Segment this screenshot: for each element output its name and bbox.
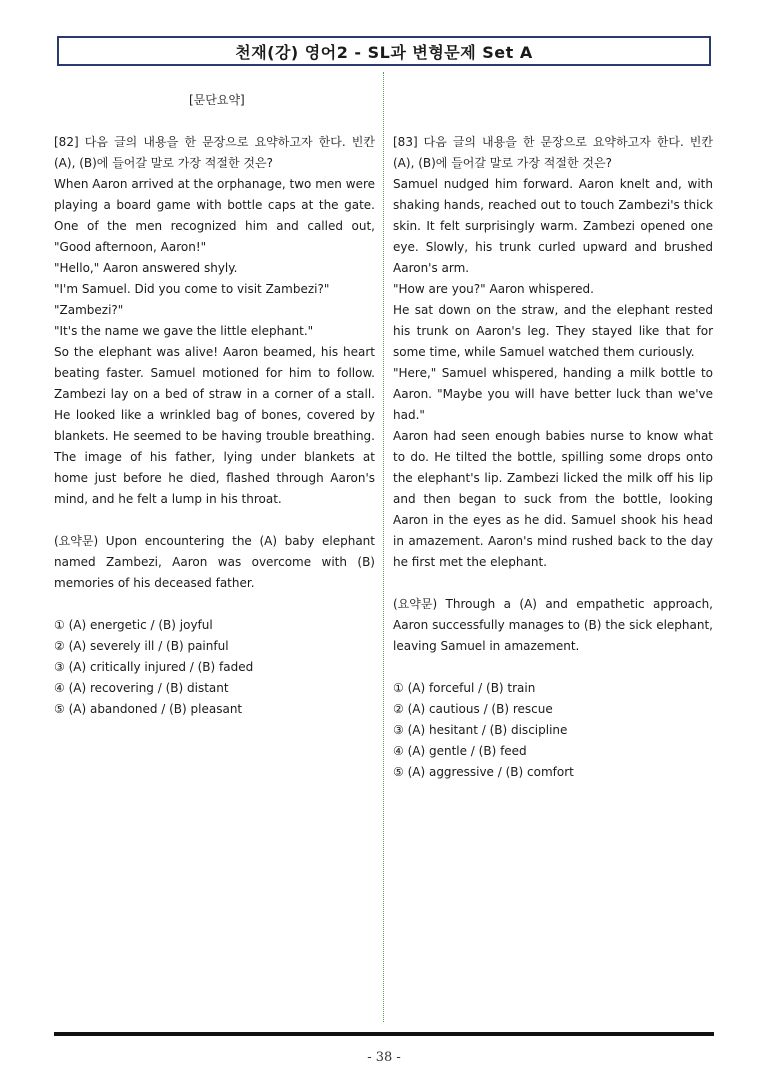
q82-option: ⑤ (A) abandoned / (B) pleasant <box>54 702 243 716</box>
footer-rule <box>54 1032 714 1036</box>
q83-option: ⑤ (A) aggressive / (B) comfort <box>393 765 574 779</box>
column-divider <box>383 72 384 1022</box>
q83-question: [83] 다음 글의 내용을 한 문장으로 요약하고자 한다. 빈칸 (A), (B)에 들어갈 말로 가장 적절한 것은? <box>393 135 713 170</box>
q83-passage-para: "How are you?" Aaron whispered. <box>393 282 594 296</box>
q82-option: ② (A) severely ill / (B) painful <box>54 639 229 653</box>
header-title-box <box>57 36 711 66</box>
q83-option: ③ (A) hesitant / (B) discipline <box>393 723 568 737</box>
left-column <box>54 90 375 720</box>
q82-option: ① (A) energetic / (B) joyful <box>54 618 213 632</box>
q82-summary: (요약문) Upon encountering the (A) baby elephant named Zambezi, Aaron was overcome with (B) memories of his deceased father. <box>54 534 375 590</box>
q82-passage-para: "Zambezi?" <box>54 303 124 317</box>
q83-passage-para: He sat down on the straw, and the elephant rested his trunk on Aaron's leg. They stayed like that for some time, while Samuel watched them curiously. <box>393 303 713 359</box>
q82-passage-para: When Aaron arrived at the orphanage, two men were playing a board game with bottle caps at the gate. One of the men recognized him and called out, "Good afternoon, Aaron!" <box>54 177 375 254</box>
q83-passage-para: Samuel nudged him forward. Aaron knelt and, with shaking hands, reached out to touch Zambezi's thick skin. It felt surprisingly warm. Zambezi opened one eye. Slowly, his trunk curled upward and brushed Aaron's arm. <box>393 177 713 275</box>
q82-passage-para: "Hello," Aaron answered shyly. <box>54 261 238 275</box>
q83-passage-para: "Here," Samuel whispered, handing a milk bottle to Aaron. "Maybe you will have better luck than we've had." <box>393 366 713 422</box>
q82-question: [82] 다음 글의 내용을 한 문장으로 요약하고자 한다. 빈칸 (A), (B)에 들어갈 말로 가장 적절한 것은? <box>54 135 375 170</box>
section-label: [문단요약] <box>189 93 245 107</box>
q82-passage-para: "It's the name we gave the little elephant." <box>54 324 314 338</box>
page-title: 천재(강) 영어2 - SL과 변형문제 Set A <box>235 42 533 62</box>
q83-passage-para: Aaron had seen enough babies nurse to know what to do. He tilted the bottle, spilling some drops onto the elephant's lip. Zambezi licked the milk off his lip and then began to suck from the bottle, looking Aaron in the eyes as he did. Samuel shook his head in amazement. Aaron's mind rushed back to the day he first met the elephant. <box>393 429 713 569</box>
q83-option: ① (A) forceful / (B) train <box>393 681 536 695</box>
q83-option: ④ (A) gentle / (B) feed <box>393 744 527 758</box>
q82-passage-para: So the elephant was alive! Aaron beamed, his heart beating faster. Samuel motioned for him to follow. Zambezi lay on a bed of straw in a corner of a stall. He looked like a wrinkled bag of bones, covered by blankets. He seemed to be having trouble breathing. The image of his father, lying under blankets at home just before he died, flashed through Aaron's mind, and he felt a lump in his throat. <box>54 345 375 506</box>
q83-option: ② (A) cautious / (B) rescue <box>393 702 553 716</box>
q82-passage-para: "I'm Samuel. Did you come to visit Zambezi?" <box>54 282 330 296</box>
q82-option: ③ (A) critically injured / (B) faded <box>54 660 254 674</box>
right-column <box>393 90 713 783</box>
q82-option: ④ (A) recovering / (B) distant <box>54 681 229 695</box>
page-number: - 38 - <box>367 1050 401 1065</box>
q83-summary: (요약문) Through a (A) and empathetic approach, Aaron successfully manages to (B) the sick elephant, leaving Samuel in amazement. <box>393 597 713 653</box>
